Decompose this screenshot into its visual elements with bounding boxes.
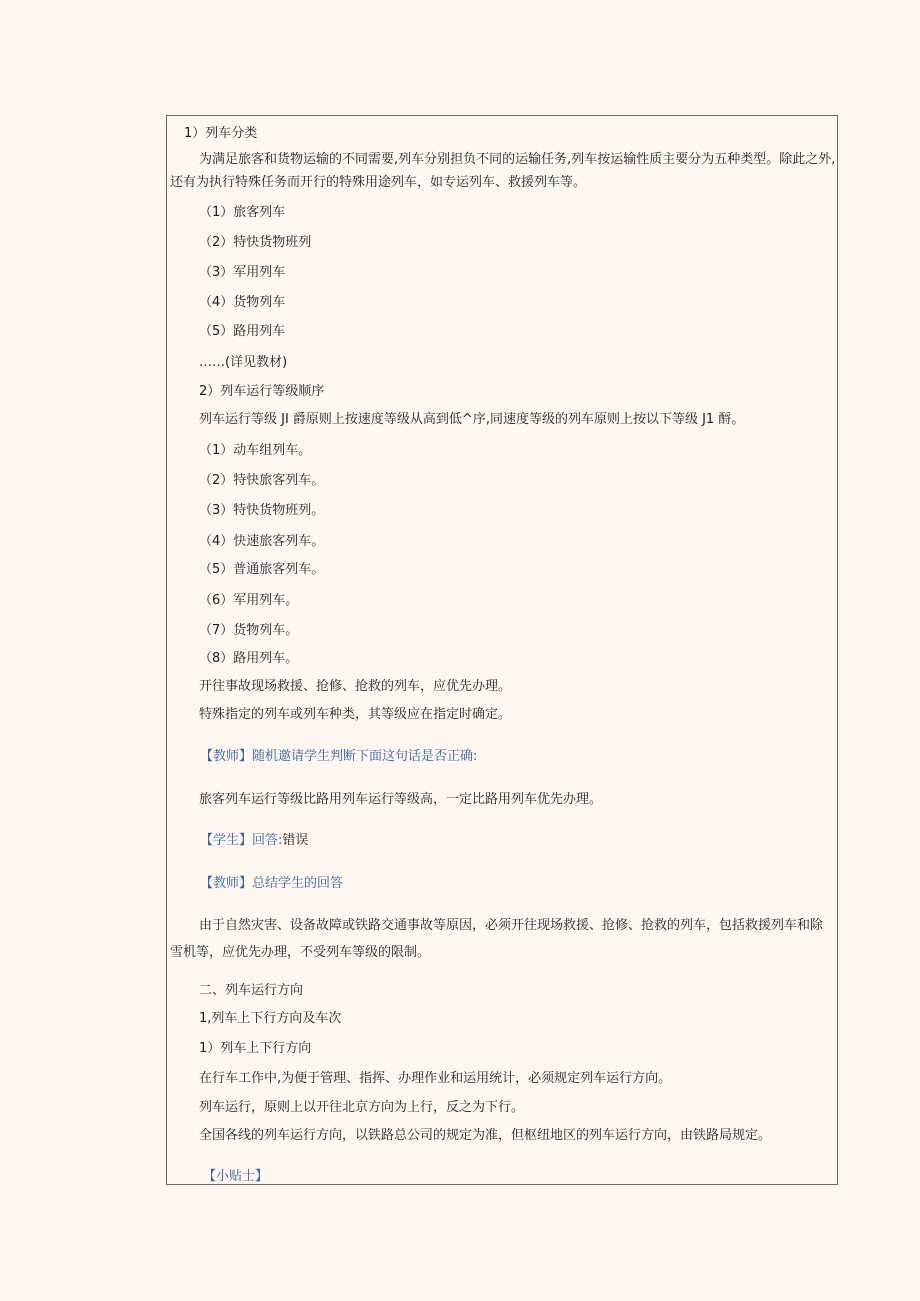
- paragraph-explanation-line2: 雪机等，应优先办理，不受列车等级的限制。: [170, 945, 431, 960]
- student-answer: [200, 833, 308, 849]
- list-item-level: （6）军用列车。: [199, 593, 299, 608]
- paragraph-intro-line2: 还有为执行特殊任务而开行的特殊用途列车，如专运列车、救援列车等。: [170, 175, 587, 190]
- paragraph-priority-rescue: 开往事故现场救援、抢修、抢救的列车，应优先办理。: [199, 679, 512, 694]
- paragraph-special-designation: 特殊指定的列车或列车种类，其等级应在指定时确定。: [199, 707, 512, 722]
- document-frame: [166, 115, 838, 1185]
- paragraph-direction-authority: 全国各线的列车运行方向，以铁路总公司的规定为准，但枢纽地区的列车运行方向，由铁路局规定。: [199, 1128, 772, 1143]
- list-item-level: （7）货物列车。: [199, 623, 299, 638]
- subheading-direction-and-number: 1,列车上下行方向及车次: [199, 1011, 342, 1026]
- list-item-type: （4）货物列车: [199, 295, 286, 310]
- list-item-level: （2）特快旅客列车。: [199, 473, 325, 488]
- paragraph-direction-rule: 列车运行，原则上以开往北京方向为上行，反之为下行。: [199, 1100, 525, 1115]
- list-item-type: （5）路用列车: [199, 324, 286, 339]
- list-item-level: （5）普通旅客列车。: [199, 562, 325, 577]
- statement-to-judge: 旅客列车运行等级比路用列车运行等级高，一定比路用列车优先办理。: [199, 792, 603, 807]
- list-item-type: （3）军用列车: [199, 265, 286, 280]
- heading-train-classification: 1）列车分类: [184, 126, 258, 141]
- list-item-type: （1）旅客列车: [199, 205, 286, 220]
- see-textbook-note: ……(详见教材): [199, 355, 288, 370]
- paragraph-intro-line1: 为满足旅客和货物运输的不同需要,列车分别担负不同的运输任务,列车按运输性质主要分为五种类型。除此之外,: [199, 152, 836, 167]
- heading-run-level-order: 2）列车运行等级顺序: [199, 384, 325, 399]
- list-item-level: （8）路用列车。: [199, 651, 299, 666]
- heading-run-direction: 二、列车运行方向: [199, 983, 304, 998]
- paragraph-direction-purpose: 在行车工作中,为便于管理、指挥、办理作业和运用统计，必须规定列车运行方向。: [199, 1071, 672, 1086]
- teacher-question: 【教师】随机邀请学生判断下面这句话是否正确:: [200, 749, 478, 764]
- tip-heading: 【小贴士】: [203, 1169, 269, 1184]
- student-tag: 【学生】回答:: [200, 833, 283, 848]
- list-item-type: （2）特快货物班列: [199, 235, 312, 250]
- subheading-up-down-direction: 1）列车上下行方向: [199, 1041, 312, 1056]
- paragraph-level-intro: 列车运行等级 JI 爵原则上按速度等级从高到低^序,同速度等级的列车原则上按以下等级 J1 酹。: [199, 412, 745, 427]
- paragraph-explanation-line1: 由于自然灾害、设备故障或铁路交通事故等原因，必须开往现场救援、抢修、抢救的列车，包括救援列车和除: [199, 918, 824, 933]
- student-answer-text: 错误: [282, 833, 309, 848]
- list-item-level: （4）快速旅客列车。: [199, 534, 325, 549]
- list-item-level: （1）动车组列车。: [199, 443, 312, 458]
- teacher-summary: 【教师】总结学生的回答: [200, 876, 344, 891]
- list-item-level: （3）特快货物班列。: [199, 503, 325, 518]
